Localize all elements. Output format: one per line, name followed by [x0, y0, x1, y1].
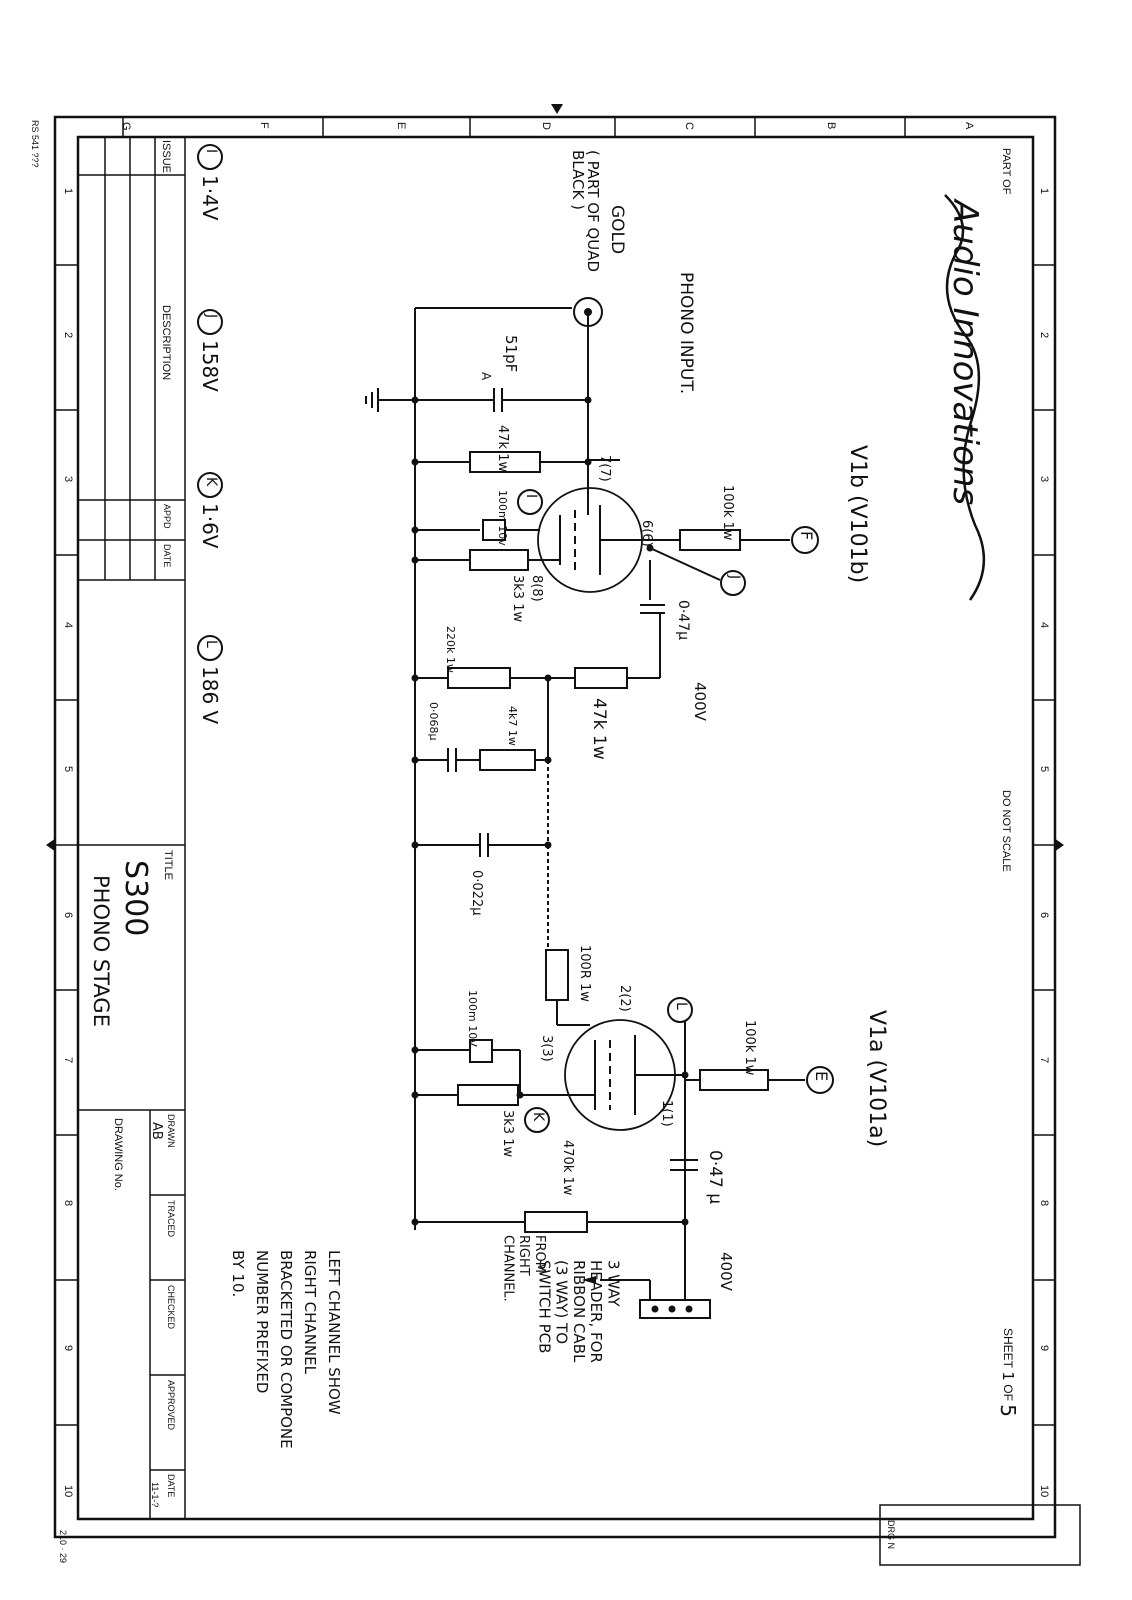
pin-1-label: 1(1) — [659, 1100, 674, 1127]
pin-7-label: 7(7) — [597, 455, 612, 482]
drawn-value: AB — [149, 1122, 164, 1140]
row-number-4-left: 4 — [62, 622, 74, 629]
row-number-1-right: 1 — [1038, 188, 1050, 195]
company-logo-text: Audio Innovations — [945, 200, 985, 506]
description-header: DESCRIPTION — [160, 305, 172, 381]
cap-100m-v1a-label: 100m 10V — [466, 990, 479, 1047]
center-arrow-right — [1054, 838, 1064, 852]
node-i-label: I — [523, 494, 539, 499]
voltage-tag-l: L — [203, 640, 219, 648]
cap-047-top-label: 0·47µ — [675, 600, 691, 641]
cap-047-bottom-label: 0·47 µ — [705, 1150, 725, 1205]
row-number-7-left: 7 — [62, 1057, 74, 1064]
drg-box — [880, 1505, 1080, 1565]
phono-input-label: PHONO INPUT. — [676, 272, 696, 395]
date-header: DATE — [162, 544, 172, 568]
checked-label: CHECKED — [166, 1285, 176, 1330]
center-arrow-left — [46, 838, 56, 852]
cap-0022-label: 0·022µ — [469, 870, 484, 916]
resistor-4k7-label: 4k7 1w — [506, 706, 519, 746]
row-number-5-left: 5 — [62, 766, 74, 773]
resistor-470k — [525, 1212, 587, 1232]
voltage-tag-i: I — [203, 149, 219, 154]
legend-note-line: BY 10. — [229, 1250, 247, 1298]
row-number-5-right: 5 — [1038, 766, 1050, 773]
issue-header: ISSUE — [160, 140, 172, 174]
pin-3-label: 3(3) — [539, 1035, 554, 1062]
voltage-value-l: 186 V — [198, 666, 222, 725]
from-note-line: RIGHT — [516, 1235, 532, 1276]
from-right-channel-note — [500, 1235, 547, 1302]
cap-51pf-label: 51pF — [502, 335, 520, 373]
pin-2-label: 2(2) — [617, 985, 632, 1012]
node-k-label: K — [530, 1112, 546, 1122]
row-number-6-right: 6 — [1038, 912, 1050, 919]
date-value: 11-1-? — [150, 1482, 160, 1508]
traced-label: TRACED — [166, 1200, 176, 1238]
zone-letter-g: G — [120, 122, 132, 131]
header-note-line: SWITCH PCB — [535, 1260, 554, 1354]
channel-legend-note — [226, 1250, 346, 1530]
resistor-100r-label: 100R 1w — [577, 945, 592, 1002]
voltage-value-j: 158V — [198, 340, 222, 392]
row-number-7-right: 7 — [1038, 1057, 1050, 1064]
zone-letter-f: F — [258, 122, 270, 129]
ground-symbol — [366, 388, 415, 412]
cap-0068-label: 0·068µ — [427, 702, 440, 741]
drawn-label: DRAWN — [166, 1114, 176, 1148]
tube-v1b-label: V1b (V101b) — [845, 445, 870, 584]
row-number-8-right: 8 — [1038, 1200, 1050, 1207]
resistor-220k — [448, 668, 510, 688]
row-number-6-left: 6 — [62, 912, 74, 919]
date-label-2: DATE — [166, 1474, 176, 1498]
resistor-100k-v1b-label: 100k 1w — [720, 485, 735, 541]
cap-100m-v1b-label: 100m 10v — [496, 490, 509, 546]
row-number-9-right: 9 — [1038, 1345, 1050, 1352]
of-label: OF — [1001, 1384, 1015, 1401]
gold-label: GOLD — [607, 205, 627, 255]
row-number-8-left: 8 — [62, 1200, 74, 1207]
resistor-220k-label: 220k 1w — [444, 626, 457, 673]
sheet-num: 1 — [999, 1371, 1017, 1381]
header-note — [535, 1260, 621, 1540]
appd-header: APPD — [162, 504, 172, 529]
voltage-tag-k: K — [203, 477, 219, 487]
from-note-line: FROM — [531, 1235, 547, 1273]
sheet-label: SHEET — [1001, 1328, 1015, 1369]
resistor-47k-grid-label: 47k 1w — [495, 425, 510, 473]
voltage-value-k: 1·6V — [198, 503, 222, 549]
corner-right-code: 210 · 29 — [58, 1530, 68, 1564]
pin-6-label: 6(6) — [639, 520, 654, 547]
header-note-line: (3 WAY) TO — [552, 1260, 571, 1345]
resistor-3k3-v1a-label: 3k3 1w — [500, 1110, 515, 1158]
row-number-2-left: 2 — [62, 332, 74, 339]
zone-letter-e: E — [395, 122, 407, 130]
zone-letter-c: C — [683, 122, 695, 130]
center-arrow-top — [551, 104, 563, 114]
legend-note-line: BRACKETED OR COMPONE — [277, 1250, 295, 1449]
tube-v1a-label: V1a (V101a) — [864, 1010, 889, 1148]
legend-note-line: LEFT CHANNEL SHOW — [325, 1250, 343, 1415]
from-note-line: CHANNEL. — [500, 1235, 516, 1302]
row-number-3-right: 3 — [1038, 476, 1050, 483]
cap-a-label: A — [479, 372, 493, 381]
zone-letter-a: A — [963, 122, 975, 130]
do-not-scale-label: DO NOT SCALE — [1000, 790, 1012, 872]
drawing-no-label: DRAWING No. — [112, 1118, 124, 1191]
resistor-3k3-v1b-label: 3k3 1w — [510, 575, 525, 623]
corner-left-code: RS 541 ??? — [30, 120, 40, 168]
resistor-100k-v1a-label: 100k 1w — [742, 1020, 757, 1076]
node-f-label: F — [797, 531, 816, 541]
resistor-100r — [546, 950, 568, 1000]
approved-label: APPROVED — [166, 1380, 176, 1431]
header-note-line: RIBBON CABL — [569, 1260, 588, 1363]
row-number-1-left: 1 — [62, 188, 74, 195]
voltage-tag-j: J — [203, 314, 219, 319]
resistor-470k-label: 470k 1w — [560, 1140, 575, 1196]
title-value: S300 — [118, 860, 153, 937]
resistor-47k-1w-label: 47k 1w — [589, 698, 609, 760]
resistor-47k-1w — [575, 668, 627, 688]
sheet-number-block — [998, 1328, 1018, 1417]
row-number-9-left: 9 — [62, 1345, 74, 1352]
pin-8-label: 8(8) — [529, 575, 544, 602]
header-note-line: HEADER, FOR — [587, 1260, 605, 1363]
part-of-label: PART OF — [1000, 148, 1012, 195]
node-l-label: L — [673, 1002, 689, 1010]
zone-letter-d: D — [540, 122, 552, 130]
header-note-line: 3 WAY — [604, 1260, 623, 1307]
row-number-10-right: 10 — [1038, 1485, 1050, 1498]
row-number-3-left: 3 — [62, 476, 74, 483]
resistor-3k3-v1a — [458, 1085, 518, 1105]
title-subtitle: PHONO STAGE — [89, 875, 113, 1027]
row-number-2-right: 2 — [1038, 332, 1050, 339]
voltage-400-top-label: 400V — [691, 682, 709, 721]
zone-letter-b: B — [825, 122, 837, 130]
voltage-value-i: 1·4V — [198, 175, 222, 221]
title-label: TITLE — [162, 850, 174, 880]
legend-note-line: NUMBER PREFIXED — [253, 1250, 271, 1394]
part-of-quad-label: ( PART OF QUAD BLACK ) — [569, 150, 602, 273]
sheet-total: 5 — [996, 1404, 1020, 1417]
row-number-10-left: 10 — [62, 1485, 74, 1498]
node-j-label: J — [726, 575, 742, 580]
drg-label: DRG N — [886, 1520, 896, 1549]
legend-note-line: RIGHT CHANNEL — [301, 1250, 319, 1374]
row-number-4-right: 4 — [1038, 622, 1050, 629]
node-e-label: E — [812, 1071, 831, 1082]
voltage-400-bottom-label: 400V — [717, 1252, 735, 1291]
